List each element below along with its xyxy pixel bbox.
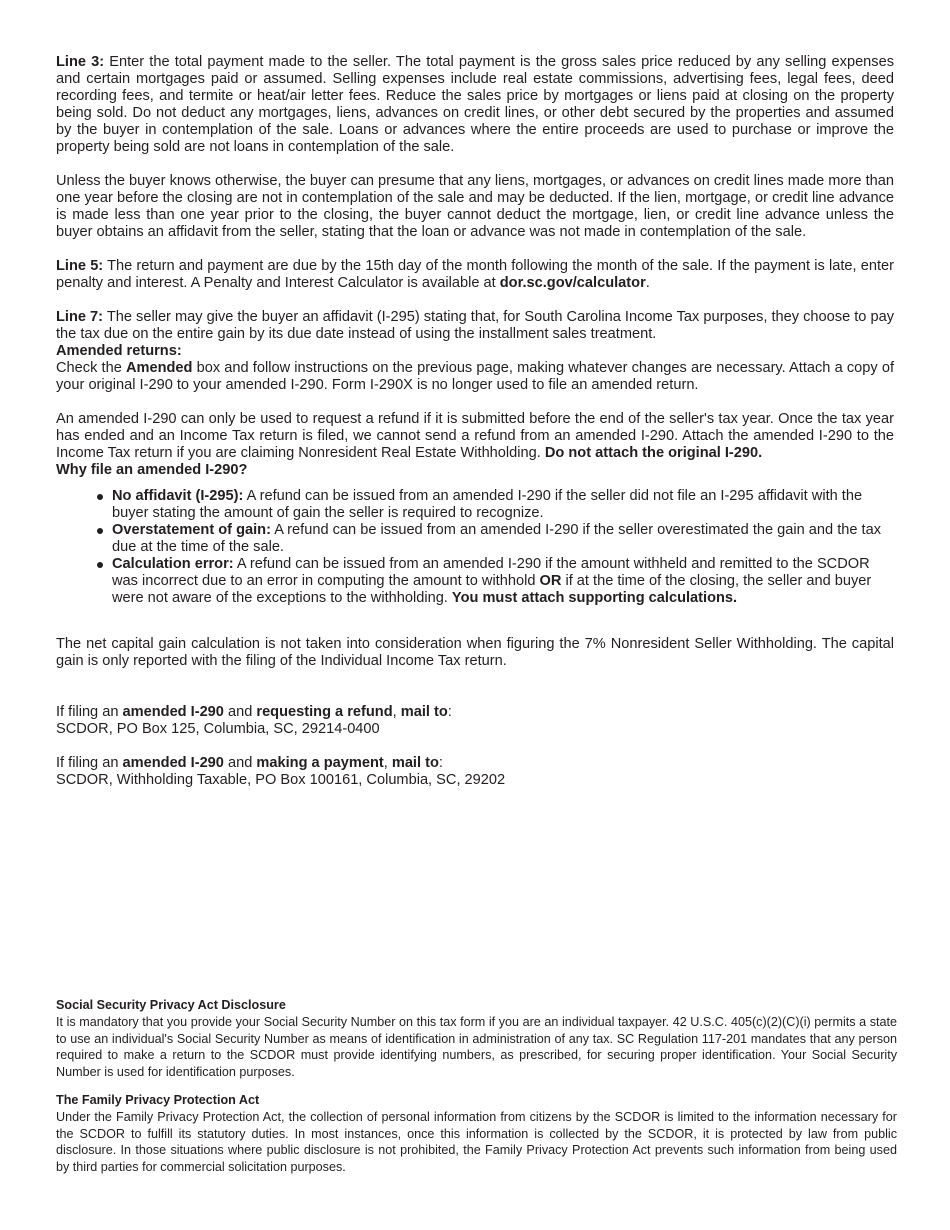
line7-paragraph [56, 309, 894, 343]
privacy-section [56, 997, 897, 1176]
do-not-attach-note: Do not attach the original I-290. [544, 445, 763, 461]
list-item-no-affidavit: No affidavit (I-295): A refund can be issued from an amended I-290 if the seller did not file an I-295 affidavit with the buyer stating the amount of gain the seller is required to recognize. [112, 488, 894, 522]
list-item-overstatement: Overstatement of gain: A refund can be issued from an amended I-290 if the seller overestimated the gain and the tax due at the time of the sale. [112, 522, 894, 556]
calculator-link[interactable]: dor.sc.gov/calculator [499, 275, 646, 291]
mail-payment-line: If filing an amended I-290 and making a payment, mail to: [56, 755, 443, 771]
buyer-presume-paragraph: Unless the buyer knows otherwise, the buyer can presume that any liens, mortgages, or advances on credit lines made more than one year before the closing are not in contemplation of the sale and may be deducted. If the lien, mortgage, or credit line advance is made less than one year prior to the closing, the buyer cannot deduct the mortgage, lien, or credit line advance unless the buyer obtains an affidavit from the seller, stating that the loan or advance was not made in contemplation of the sale. [56, 173, 894, 240]
net-capital-paragraph: The net capital gain calculation is not taken into consideration when figuring the 7% Nonresident Seller Withholding. The capital gain is only reported with the filing of the Individual Income Tax return. [56, 636, 894, 669]
line5-text: The return and payment are due by the 15th day of the month following the month of the sale. If the payment is late, enter penalty and interest. A Penalty and Interest Calculator is available at [56, 258, 895, 291]
family-privacy-heading: The Family Privacy Protection Act [56, 1092, 260, 1107]
line3-text: Enter the total payment made to the seller. The total payment is the gross sales price reduced by any selling expenses and certain mortgages paid or assumed. Selling expenses include real estate commissions, advertising fees, legal fees, deed recording fees, and termite or heat/air letter fees. Reduce the sales price by mortgages or liens paid at closing on the property being sold. Do not deduct any mortgages, liens, advances on credit lines, or other debt secured by the properties and assumed by the buyer in contemplation of the sale. Loans or advances where the entire proceeds are used to purchase or improve the property being sold are not loans in contemplation of the sale. [56, 54, 895, 155]
ssn-privacy-text: It is mandatory that you provide your Social Security Number on this tax form if you are an individual taxpayer. 42 U.S.C. 405(c)(2)(C)(i) permits a state to use an individual's Social Security Number as means of identification in administration of any tax. SC Regulation 117-201 mandates that any person required to make a return to the SCDOR must provide identifying numbers, as prescribed, for securing proper identification. Your Social Security Number is used for identification purposes. [56, 1014, 897, 1080]
line7-text: The seller may give the buyer an affidavit (I-295) stating that, for South Carolina Income Tax purposes, they choose to pay the tax due on the entire gain by its due date instead of using the installment sales treatment. [56, 309, 895, 342]
amended-box-label: Amended [125, 360, 193, 376]
line5-label: Line 5: [56, 258, 104, 274]
why-amended-heading: Why file an amended I-290? [56, 462, 248, 478]
ssn-privacy-heading: Social Security Privacy Act Disclosure [56, 998, 286, 1012]
instructions-body [56, 54, 894, 789]
line3-paragraph [56, 54, 894, 156]
line3-label: Line 3: [56, 54, 105, 70]
line7-label: Line 7: [56, 309, 104, 325]
mail-refund-line: If filing an amended I-290 and requesting a refund, mail to: [56, 704, 452, 720]
amended-paragraph-2: An amended I-290 can only be used to request a refund if it is submitted before the end of the seller's tax year. Once the tax year has ended and an Income Tax return is filed, we cannot send a refund from an amended I-290. Attach the amended I-290 to the Income Tax return if you are claiming Nonresident Real Estate Withholding. Do not attach the original I-290. [56, 411, 894, 461]
line5-paragraph: Line 5: The return and payment are due by the 15th day of the month following the month of the sale. If the payment is late, enter penalty and interest. A Penalty and Interest Calculator is available at dor.sc.gov/calculator. [56, 258, 895, 291]
amended-paragraph-1: Check the Amended box and follow instructions on the previous page, making whatever changes are necessary. Attach a copy of your original I-290 to your amended I-290. Form I-290X is no longer used to file an amended return. [56, 360, 894, 393]
mail-refund-address: SCDOR, PO Box 125, Columbia, SC, 29214-0400 [56, 721, 380, 737]
why-amended-list [56, 488, 894, 607]
amended-returns-heading: Amended returns: [56, 343, 182, 359]
mail-payment-address: SCDOR, Withholding Taxable, PO Box 100161, Columbia, SC, 29202 [56, 772, 506, 788]
family-privacy-text: Under the Family Privacy Protection Act, the collection of personal information from citizens by the SCDOR is limited to the information necessary for the SCDOR to fulfill its statutory duties. In most instances, once this information is collected by the SCDOR, it is protected by law from public disclosure. In those situations where public disclosure is not prohibited, the Family Privacy Protection Act prevents such information from being used by third parties for commercial solicitation purposes. [56, 1109, 897, 1175]
list-item-calculation-error: Calculation error: A refund can be issued from an amended I-290 if the amount withheld and remitted to the SCDOR was incorrect due to an error in computing the amount to withhold OR if at the time of the closing, the seller and buyer were not aware of the exceptions to the withholding. You must attach supporting calculations. [112, 556, 894, 607]
